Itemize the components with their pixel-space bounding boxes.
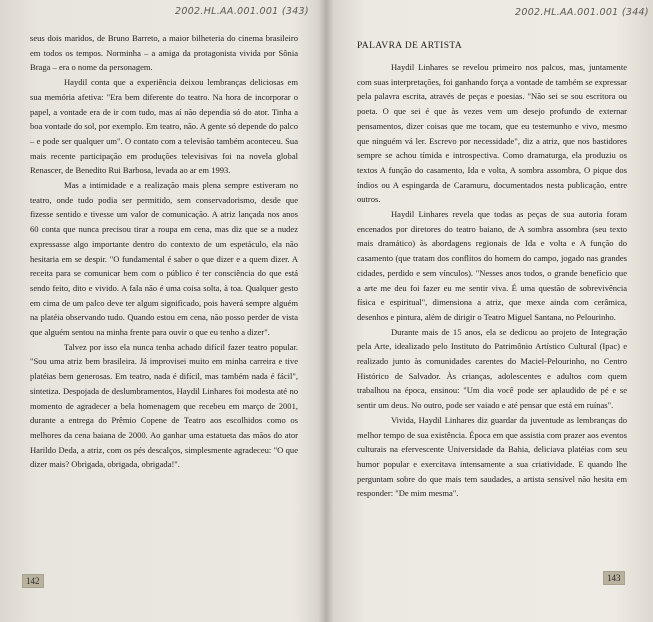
page-number: 143	[603, 571, 625, 585]
paragraph: seus dois maridos, de Bruno Barreto, a maior bilheteria do cinema brasileiro em todos os tempos. Norminha – a amiga da protagonista vivida por Sônia Braga – era o nome da personagem.	[30, 33, 298, 73]
paragraph: Haydil Linhares se revelou primeiro nos palcos, mas, juntamente com suas interpretações, foi ganhando força a vontade de também se expressar pela palavra escrita, através de peças e poesias. "Não sei se sou escritora ou poeta. O que sei é que às vezes vem um desejo profundo de externar pensamentos, dizer coisas que me tocam, que eu testemunho e vivo, mesmo que ninguém vá ler. Escrevo por necessidade", diz a atriz, que nos bastidores sempre se achou tímida e introspectiva. Como dramaturga, ela produziu os textos A função do casamento, Ida e volta, A sombra assombra, O pique dos índios ou A espingarda de Caramuru, documentados nesta publicação, entre outros.	[357, 62, 627, 205]
section-title: PALAVRA DE ARTISTA	[357, 41, 463, 51]
paragraph: Haydil Linhares revela que todas as peças de sua autoria foram encenados por diretores do teatro baiano, de A sombra assombra (seu texto mais dramático) às abordagens regionais de Ida e volta e A função do casamento (que tratam dos conflitos do homem do campo, jogado nas grandes cidades, perdido e sem vínculos). "Nesses anos todos, o grande benefício que a arte me deu foi fazer eu me sentir viva. É uma questão de sobrevivência física e espiritual", dimensiona a atriz, que mexe ainda com cerâmica, desenhos e pintura, além de dirigir o Teatro Miguel Santana, no Pelourinho.	[357, 209, 627, 322]
paragraph: Haydil conta que a experiência deixou lembranças deliciosas em sua memória afetiva: "Era bem diferente do teatro. Na hora de incorporar o papel, a vontade era de ir com tudo, mas aí não dependia só do ator. Tinha a boa vontade do sol, por exemplo. Em teatro, não. A gente só depende do palco – e pode ser qualquer um". O contato com a televisão também aconteceu. Sua mais recente participação em produções televisivas foi na novela global Renascer, de Benedito Rui Barbosa, levada ao ar em 1993.	[30, 77, 298, 176]
paragraph: Talvez por isso ela nunca tenha achado difícil fazer teatro popular. "Sou uma atriz bem brasileira. Já improvisei muito em minha carreira e tive platéias bem generosas. Em teatro, nada é difícil, mas também nada é fácil", sintetiza. Despojada de deslumbramentos, Haydil Linhares foi modesta até no momento de agradecer a bela homenagem que recebeu em março de 2001, durante a entrega do Prêmio Copene de Teatro aos escolhidos como os melhores da cena baiana de 2000. Ao ganhar uma estatueta das mãos do ator Harildo Deda, a atriz, com os pés descalços, simplesmente agradeceu: "O que dizer mais? Obrigada, obrigada, obrigada!".	[30, 341, 298, 470]
right-page	[327, 0, 653, 622]
right-page-body	[357, 60, 627, 501]
archive-reference: 2002.HL.AA.001.001 (344)	[515, 7, 649, 18]
left-page	[0, 0, 326, 622]
paragraph: Mas a intimidade e a realização mais plena sempre estiveram no teatro, onde tudo podia ser permitido, sem conservadorismo, desde que fizesse sentido e tivesse um valor de comunicação. A atriz lançada nos anos 60 conta que nunca precisou tirar a roupa em cena, mas diz que se a nudez expressasse algo importante dentro do contexto de um espetáculo, ela não hesitaria em se despir. "O fundamental é saber o que dizer e a quem dizer. A receita para se comunicar bem com o público é ter consciência do que está sendo feito, dito e vivido. A fala não é uma coisa solta, à toa. Qualquer gesto em cima de um palco deve ter algum significado, pois haverá sempre alguém na platéia observando tudo. Quando estou em cena, não posso perder de vista que alguém sentou na minha frente para ouvir o que eu tenho a dizer".	[30, 180, 298, 338]
page-number: 142	[22, 574, 44, 588]
archive-reference: 2002.HL.AA.001.001 (343)	[175, 6, 309, 17]
paragraph: Vivida, Haydil Linhares diz guardar da juventude as lembranças do melhor tempo de sua existência. Época em que assistia com prazer aos eventos culturais na efervescente Universidade da Bahia, deliciava platéias com seu humor popular e exercitava intensamente a sua criatividade. E quando lhe perguntam sobre do que mais tem saudades, a artista sensível não hesita em responder: "De mim mesma".	[357, 414, 627, 499]
paragraph: Durante mais de 15 anos, ela se dedicou ao projeto de Integração pela Arte, idealizado pelo Instituto do Patrimônio Artístico Cultural (Ipac) e realizado junto às comunidades carentes do Maciel-Pelourinho, no Centro Histórico de Salvador. Às crianças, adolescentes e adultos com quem trabalhou na época, ensinou: "Um dia você pode ser aplaudido de pé e se sentir um deus. No outro, pode ser vaiado e até pensar que está em ruínas".	[357, 326, 627, 411]
left-page-body	[30, 31, 298, 472]
